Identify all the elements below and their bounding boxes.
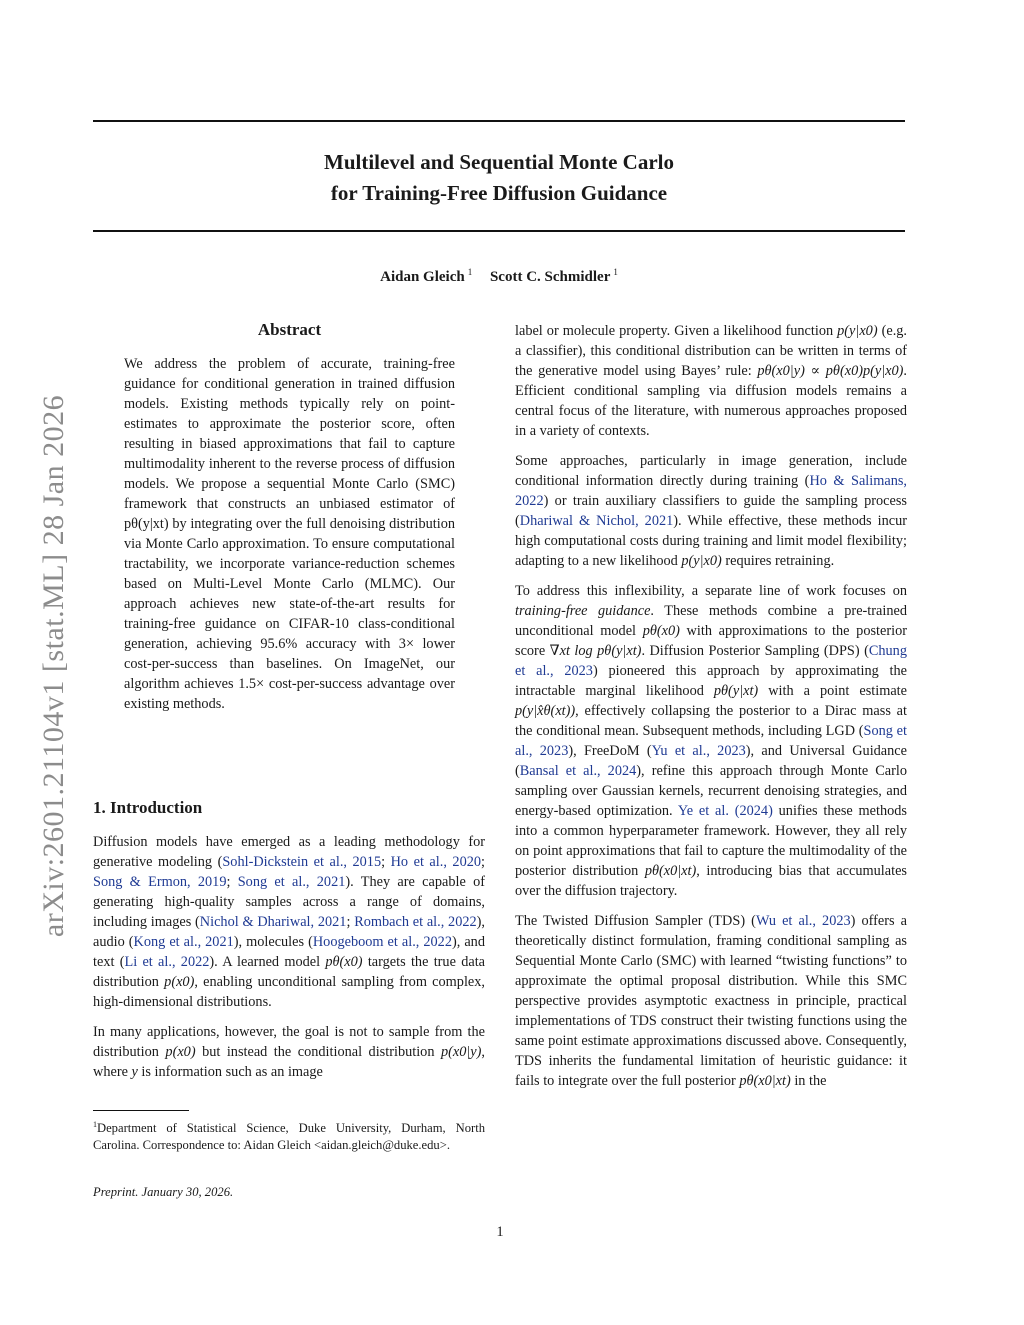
math-expression: pθ(x0|xt) — [644, 863, 697, 879]
author-affil-mark: 1 — [467, 267, 473, 277]
paragraph: In many applications, however, the goal is not to sample from the distribution p(x0) but instead the conditional distribution p(x0|y), where y is information such as an image — [93, 1024, 485, 1080]
emphasis-text: training-free guidance — [515, 603, 651, 619]
math-expression: pθ(x0) — [325, 954, 363, 970]
citation-link[interactable]: Bansal et al., 2024 — [519, 763, 637, 779]
title-top-rule — [93, 120, 905, 122]
title-bottom-rule — [93, 230, 905, 232]
math-expression: p(y|x0) — [681, 553, 722, 569]
citation-link[interactable]: Yu et al., 2023 — [651, 743, 746, 759]
title-line-2: for Training-Free Diffusion Guidance — [330, 181, 668, 205]
citation-link[interactable]: Song & Ermon, 2019 — [93, 874, 227, 890]
paragraph: Diffusion models have emerged as a leading methodology for generative modeling (Sohl-Dickstein et al., 2015; Ho et al., 2020; Song & Ermon, 2019; Song et al., 2021). They are capable of generating high-quality samples across a range of domains, including images (Nichol & Dhariwal, 2021; Rombach et al., 2022), audio (Kong et al., 2021), molecules (Hoogeboom et al., 2022), and text (Li et al., 2022). A learned model pθ(x0) targets the true data distribution p(x0), enabling unconditional sampling from complex, high-dimensional distributions. — [93, 834, 486, 1010]
paragraph: The Twisted Diffusion Sampler (TDS) (Wu et al., 2023) offers a theoretically distinct formulation, framing conditional sampling as Sequential Monte Carlo (SMC) with learned “twisting functions” to approximate the optimal proposal distribution. While this SMC perspective provides asymptotic exactness in principle, practical implementations of TDS construct their twisting functions using the same point estimate approximations discussed above. Consequently, TDS inherits the fundamental limitation of heuristic guidance: it fails to integrate over the full posterior pθ(x0|xt) in the — [515, 913, 907, 1089]
math-expression: ∇xt log pθ(y|xt) — [549, 643, 642, 659]
footnote-text: Department of Statistical Science, Duke University, Durham, North Carolina. Correspondence to: Aidan Gleich <aidan.gleich@duke.edu>. — [93, 1121, 485, 1152]
math-expression: p(x0|y) — [440, 1044, 482, 1060]
citation-link[interactable]: Wu et al., 2023 — [755, 913, 851, 929]
paragraph: Some approaches, particularly in image generation, include conditional information directly during training (Ho & Salimans, 2022) or train auxiliary classifiers to guide the sampling process (Dhariwal & Nichol, 2021). While effective, these methods incur high computational costs during training and limit model flexibility; adapting to a new likelihood p(y|x0) requires retraining. — [515, 453, 907, 569]
citation-link[interactable]: Chung et al., 2023 — [515, 643, 907, 679]
math-expression: p(y|x̂θ(xt)) — [515, 703, 576, 719]
paragraph: label or molecule property. Given a likelihood function p(y|x0) (e.g. a classifier), this conditional distribution can be written in terms of the generative model using Bayes’ rule: pθ(x0|y) ∝ pθ(x0)p(y|x0). Efficient conditional sampling via diffusion models remains a central focus of the literature, with numerous approaches proposed in a variety of contexts. — [515, 323, 908, 439]
right-column-body — [515, 321, 907, 1101]
citation-link[interactable]: Hoogeboom et al., 2022 — [312, 934, 452, 950]
citation-link[interactable]: Nichol & Dhariwal, 2021 — [199, 914, 347, 930]
math-expression: pθ(x0|y) ∝ pθ(x0)p(y|x0) — [757, 363, 904, 379]
citation-link[interactable]: Dhariwal & Nichol, 2021 — [519, 513, 674, 529]
citation-link[interactable]: Ho & Salimans, 2022 — [515, 473, 907, 509]
math-expression: p(x0) — [164, 974, 195, 990]
title-line-1: Multilevel and Sequential Monte Carlo — [324, 150, 674, 174]
author-name: Aidan Gleich — [380, 269, 465, 285]
citation-link[interactable]: Ho et al., 2020 — [390, 854, 482, 870]
author-list — [93, 267, 905, 286]
footnote — [93, 1116, 485, 1154]
math-expression: pθ(y|xt) — [713, 683, 759, 699]
arxiv-stamp: arXiv:2601.21104v1 [stat.ML] 28 Jan 2026 — [37, 394, 70, 938]
citation-link[interactable]: Kong et al., 2021 — [133, 934, 234, 950]
citation-link[interactable]: Sohl-Dickstein et al., 2015 — [222, 854, 382, 870]
abstract-text: We address the problem of accurate, training-free guidance for conditional generation in trained diffusion models. Existing methods typically rely on point-estimates to approximate the posterior score, often resulting in biased approximations that fail to capture multimodality inherent to the reverse process of diffusion models. We propose a sequential Monte Carlo (SMC) framework that constructs an unbiased estimator of pθ(y|xt) by integrating over the full denoising distribution via Monte Carlo approximation. To ensure computational tractability, we incorporate variance-reduction schemes based on Multi-Level Monte Carlo (MLMC). Our approach achieves new state-of-the-art results for training-free guidance on CIFAR-10 class-conditional generation, achieving 95.6% accuracy with 3× lower cost-per-success than baselines. On ImageNet, our algorithm achieves 1.5× cost-per-success advantage over existing methods. — [124, 356, 455, 712]
math-expression: p(y|x0) — [837, 323, 878, 339]
citation-link[interactable]: Rombach et al., 2022 — [354, 914, 477, 930]
section-heading: 1. Introduction — [93, 798, 203, 817]
footnote-rule — [93, 1110, 189, 1111]
math-expression: p(x0) — [165, 1044, 196, 1060]
author-name: Scott C. Schmidler — [489, 269, 611, 285]
page-number: 1 — [496, 1224, 504, 1240]
math-expression: pθ(x0|xt) — [739, 1073, 791, 1089]
paragraph: To address this inflexibility, a separate line of work focuses on training-free guidance. These methods combine a pre-trained unconditional model pθ(x0) with approximations to the posterior score ∇xt log pθ(y|xt). Diffusion Posterior Sampling (DPS) (Chung et al., 2023) pioneered this approach by approximating the intractable marginal likelihood pθ(y|xt) with a point estimate p(y|x̂θ(xt)), effectively collapsing the posterior to a Dirac mass at the conditional mean. Subsequent methods, including LGD (Song et al., 2023), FreeDoM (Yu et al., 2023), and Universal Guidance (Bansal et al., 2024), refine this approach through Monte Carlo sampling over Gaussian kernels, recurrent denoising strategies, and energy-based optimization. Ye et al. (2024) unifies these methods into a common hyperparameter framework. However, they all rely on point approximations that fail to capture the multimodality of the posterior distribution pθ(x0|xt), introducing bias that accumulates over the diffusion trajectory. — [515, 583, 907, 899]
citation-link[interactable]: Li et al., 2022 — [124, 954, 210, 970]
preprint-notice: Preprint. January 30, 2026. — [93, 1185, 234, 1199]
footnote-mark: 1 — [93, 1120, 97, 1129]
left-column-body — [93, 832, 485, 1092]
citation-link[interactable]: Song et al., 2021 — [237, 874, 346, 890]
math-expression: y — [131, 1064, 138, 1080]
paper-title — [93, 147, 905, 209]
math-expression: pθ(x0) — [642, 623, 680, 639]
citation-link[interactable]: Ye et al. (2024) — [677, 803, 773, 819]
citation-link[interactable]: Song et al., 2023 — [515, 723, 907, 759]
author-affil-mark: 1 — [613, 267, 618, 277]
abstract-heading: Abstract — [257, 320, 322, 339]
